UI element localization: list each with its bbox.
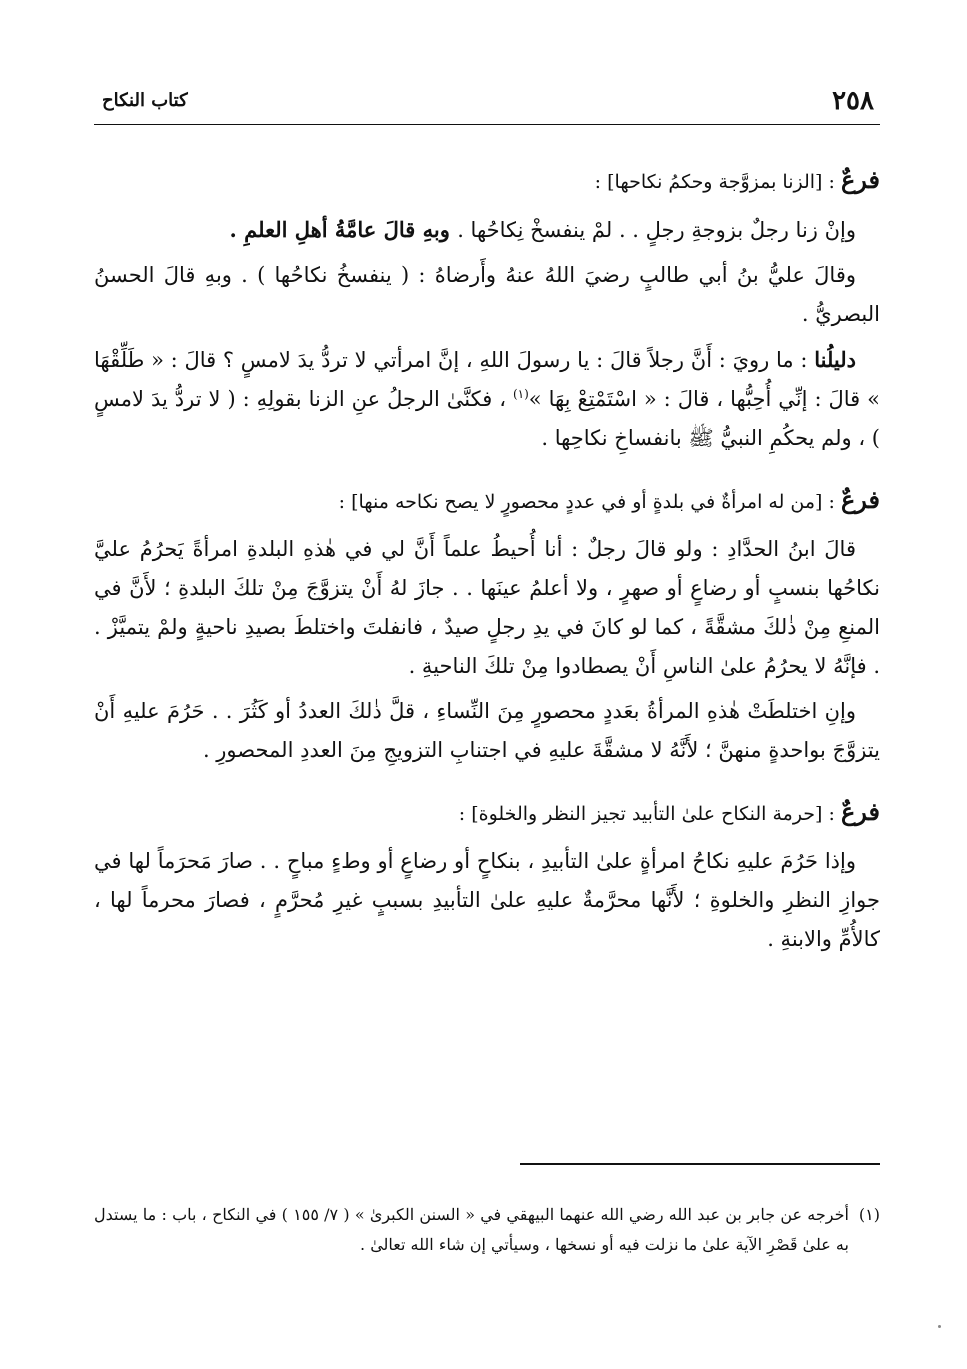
footnote-marker: (١) — [858, 1205, 880, 1224]
footnote-reference[interactable]: (١) — [512, 387, 529, 401]
paragraph-text: وقالَ عليُّ بنُ أبي طالبٍ رضيَ اللهُ عنهُ وأَرضاهُ : ( ينفسخُ نكاحُها ) . وبهِ قالَ الحسنُ البصريُّ . — [94, 263, 880, 326]
running-title: كتاب النكاح — [102, 90, 188, 111]
paragraph-text: قالَ ابنُ الحدَّادِ : ولو قالَ رجلٌ : أنا أُحيطُ علماً أَنَّ لي في هٰذهِ البلدةِ امرأةً يَحرُمُ عليَّ نكاحُها بنسبٍ أو رضاعٍ أو صهرٍ ، ولا أعلمُ عينَها . . جازَ لهُ أَنْ يتزوَّجَ مِنْ تلكَ البلدةِ ؛ لأَنَّ في المنعِ مِنْ ذٰلكَ مشقَّةً ، كما لو كانَ في يدِ رجلٍ صيدٌ ، فانفلتَ واختلطَ بصيدِ ناحيةٍ ولمْ يتميَّزْ . . فإنَّهُ لا يحرُمُ علىٰ الناسِ أَنْ يصطادوا مِنْ تلكَ الناحيةِ . — [94, 537, 880, 678]
paragraph — [94, 210, 880, 250]
main-text — [94, 160, 880, 965]
page-header — [94, 84, 880, 125]
paragraph-text-continued: ، فكنَّىٰ الرجلُ عنِ الزنا بقولِهِ : ( لا تردُّ يدَ لامسٍ ) ، ولم يحكُمِ النبيُّ ﷺ بانفساخِ نكاحِها . — [94, 387, 880, 450]
paragraph — [94, 530, 880, 686]
section-heading — [94, 480, 880, 522]
evidence-label: دليلُنا — [814, 347, 856, 372]
paragraph-text: وإذا حَرُمَ عليهِ نكاحُ امرأةٍ علىٰ التأبيدِ ، بنكاحٍ أو رضاعٍ أو وطءٍ مباحٍ . . صارَ مَحرَماً لها في جوازِ النظرِ والخلوةِ ؛ لأَنَّها محرَّمةٌ عليهِ علىٰ التأبيدِ بسببٍ غيرِ مُحرَّمٍ ، فصارَ محرماً لها ، كالأُمِّ والابنةِ . — [94, 849, 880, 951]
paragraph — [94, 692, 880, 770]
heading-word: فرعٌ — [840, 165, 880, 194]
footnote-divider — [520, 1163, 880, 1165]
footnotes — [94, 1200, 880, 1260]
paragraph — [94, 256, 880, 334]
footnote-text: أخرجه عن جابر بن عبد الله رضي الله عنهما البيهقي في « السنن الكبرىٰ » ( ٧/ ١٥٥ ) في النكاح ، باب : ما يستدل به علىٰ قَصْرِ الآية علىٰ ما نزلت فيه أو نسخها ، وسيأتي إن شاء الله تعالىٰ . — [94, 1205, 849, 1254]
heading-text: : [حرمة النكاح علىٰ التأبيد تجيز النظر والخلوة] : — [458, 803, 841, 825]
heading-text: : [الزنا بمزوَّجة وحكمُ نكاحها] : — [594, 171, 841, 193]
paragraph-text: وإنْ زنا رجلٌ بزوجةِ رجلٍ . . لمْ ينفسخْ نِكاحُها . — [457, 218, 856, 242]
paragraph — [94, 340, 880, 458]
paragraph-text: : ما رويَ : أَنَّ رجلاً قالَ : يا رسولَ اللهِ ، إنَّ امرأتي لا تردُّ يدَ لامسٍ ؟ قالَ : « طَلِّقْهَا » قالَ : إنِّي أُحِبُّها ، قالَ : « اسْتَمْتِعْ بِهَا » — [94, 348, 880, 411]
section-heading — [94, 792, 880, 834]
section-adultery-married-woman — [94, 160, 880, 458]
paragraph — [94, 842, 880, 959]
page-number: ٢٥٨ — [832, 86, 874, 116]
heading-word: فرعٌ — [840, 485, 880, 514]
heading-word: فرعٌ — [840, 797, 880, 826]
section-permanent-prohibition — [94, 792, 880, 959]
section-woman-in-town — [94, 480, 880, 770]
paragraph-bold-tail: وبهِ قالَ عامَّةُ أهلِ العلمِ . — [229, 217, 458, 242]
section-heading — [94, 160, 880, 202]
heading-text: : [من له امرأةٌ في بلدةٍ أو في عددٍ محصورٍ لا يصح نكاحه منها] : — [338, 491, 841, 513]
footnote — [94, 1200, 880, 1260]
scan-speck — [938, 1325, 941, 1328]
paragraph-text: وإنِ اختلطَتْ هٰذهِ المرأةُ بعَددٍ محصورٍ مِنَ النِّساءِ ، قلَّ ذٰلكَ العددُ أو كَثُرَ . . حَرُمَ عليهِ أَنْ يتزوَّجَ بواحدةٍ منهنَّ ؛ لأَنَّهُ لا مشقَّةَ عليهِ في اجتنابِ التزويجِ مِنَ العددِ المحصورِ . — [94, 699, 880, 762]
